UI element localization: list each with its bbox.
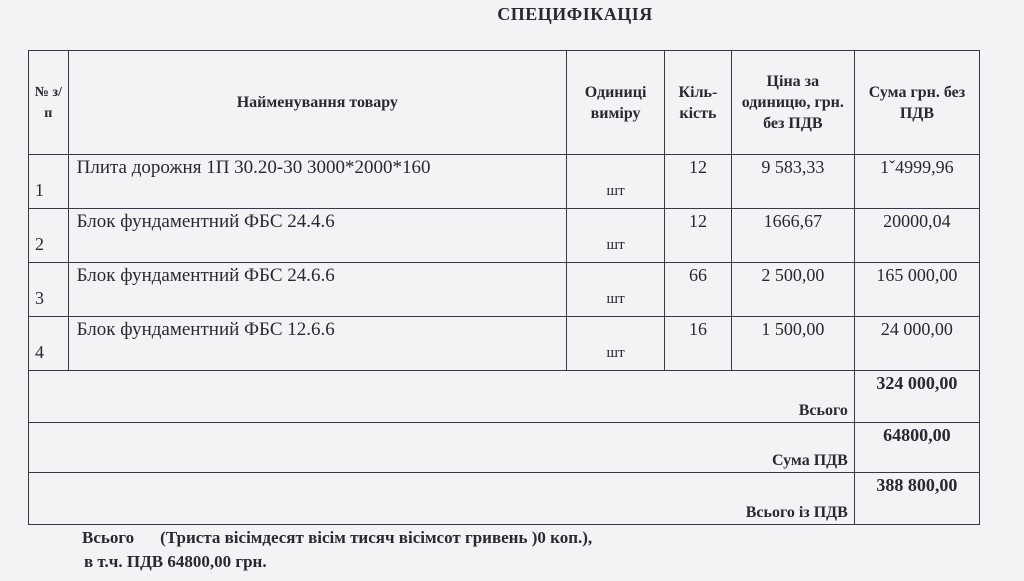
header-num: № з/ п [29,51,69,155]
header-price: Ціна за одиницю, грн. без ПДВ [731,51,854,155]
table-row [29,317,980,371]
footer-total-words: (Триста вісімдесят вісім тисяч вісімсот гривень )0 коп.), [160,528,593,547]
unit-price: 1 500,00 [731,317,854,371]
amount-in-words [82,526,592,574]
total-with-vat-value: 388 800,00 [854,473,979,525]
total-with-vat-row [29,473,980,525]
table-row [29,263,980,317]
unit-price: 1666,67 [731,209,854,263]
header-qty: Кіль- кість [665,51,732,155]
table-row [29,155,980,209]
quantity: 12 [665,155,732,209]
row-number: 3 [29,263,69,317]
footer-total-label: Всього [82,528,135,547]
row-sum: 20000,04 [854,209,979,263]
row-sum: 165 000,00 [854,263,979,317]
product-name: Блок фундаментний ФБС 24.4.6 [68,209,566,263]
unit: шт [567,263,665,317]
total-with-vat-label: Всього із ПДВ [29,473,855,525]
table-row [29,209,980,263]
footer-vat-line: в т.ч. ПДВ 64800,00 грн. [84,552,267,571]
unit: шт [567,155,665,209]
total-label: Всього [29,371,855,423]
specification-table [28,50,980,525]
quantity: 16 [665,317,732,371]
row-number: 1 [29,155,69,209]
quantity: 66 [665,263,732,317]
total-value: 324 000,00 [854,371,979,423]
header-unit: Одиниці виміру [567,51,665,155]
table-header-row [29,51,980,155]
total-row [29,371,980,423]
unit: шт [567,317,665,371]
quantity: 12 [665,209,732,263]
row-sum: 1ˇ4999,96 [854,155,979,209]
row-number: 4 [29,317,69,371]
unit-price: 9 583,33 [731,155,854,209]
row-number: 2 [29,209,69,263]
document-title: СПЕЦИФІКАЦІЯ [497,4,653,24]
vat-label: Сума ПДВ [29,423,855,473]
unit: шт [567,209,665,263]
header-name: Найменування товару [68,51,566,155]
vat-value: 64800,00 [854,423,979,473]
header-sum: Сума грн. без ПДВ [854,51,979,155]
row-sum: 24 000,00 [854,317,979,371]
unit-price: 2 500,00 [731,263,854,317]
product-name: Блок фундаментний ФБС 12.6.6 [68,317,566,371]
product-name: Блок фундаментний ФБС 24.6.6 [68,263,566,317]
vat-row [29,423,980,473]
product-name: Плита дорожня 1П 30.20-30 3000*2000*160 [68,155,566,209]
